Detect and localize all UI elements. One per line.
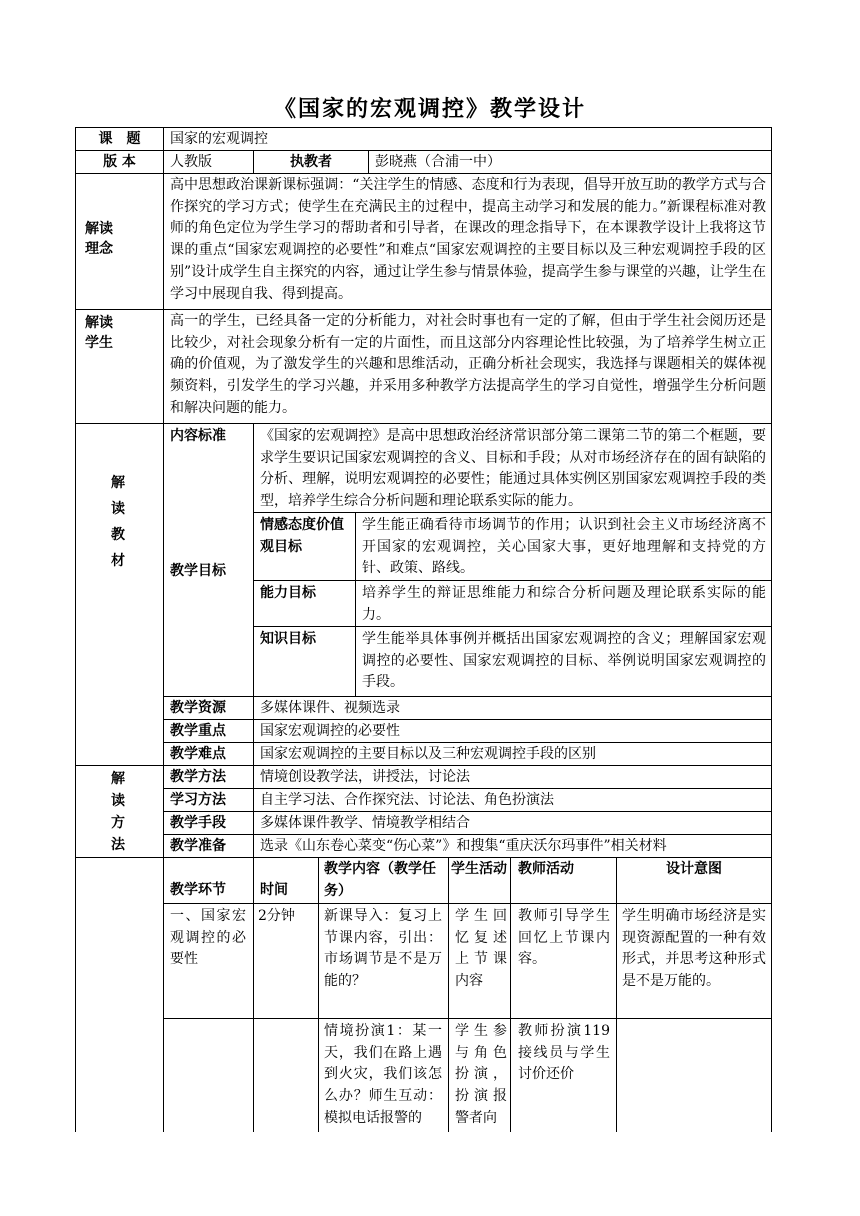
header-stage: 教学环节 (170, 882, 226, 898)
emotion-goal-text: 学生能正确看待市场调节的作用；认识到社会主义市场经济离不开国家的宏观调控，关心国家大事，更好地理解和支持党的方针、政策、路线。 (362, 517, 766, 577)
header-student: 学生活动 (451, 861, 507, 877)
edition-label: 版 本 (103, 154, 136, 170)
resources-label: 教学资源 (170, 700, 226, 716)
course-value: 国家的宏观调控 (170, 131, 268, 147)
header-content: 教学内容（教学任务） (324, 861, 436, 899)
learn-method-text: 自主学习法、合作探究法、讨论法、角色扮演法 (260, 792, 554, 808)
prep-text: 选录《山东卷心菜变“伤心菜”》和搜集“重庆沃尔玛事件”相关材料 (260, 838, 667, 854)
philosophy-text: 高中思想政治课新课标强调：“关注学生的情感、态度和行为表现，倡导开放互助的教学方式与合作探究的学习方式；使学生在充满民主的过程中，提高主动学习和发展的能力。”新课程标准对教师的角色定位为学生学习的帮助者和引导者，在课改的理念指导下，在本课教学设计上我将这节课的重点“国家宏观调控的必要性”和难点“国家宏观调控的主要目标以及三种宏观调控手段的区别”设计成学生自主探究的内容，通过让学生参与情景体验，提高学生参与课堂的兴趣，让学生在学习中展现自我、得到提高。 (170, 177, 766, 302)
philosophy-label: 解读理念 (85, 221, 113, 257)
teach-means-text: 多媒体课件教学、情境教学相结合 (260, 815, 470, 831)
teacher-label: 执教者 (290, 154, 332, 170)
content-standard-text: 《国家的宏观调控》是高中思想政治经济常识部分第二课第二节的第二个框题，要求学生要识记国家宏观调控的含义、目标和手段；从对市场经济存在的固有缺陷的分析、理解，说明宏观调控的必要性；能通过具体实例区别国家宏观调控手段的类型，培养学生综合分析问题和理论联系实际的能力。 (260, 428, 766, 510)
material-label: 解读教材 (111, 475, 125, 569)
difficulty-text: 国家宏观调控的主要目标以及三种宏观调控手段的区别 (260, 746, 596, 762)
knowledge-goal-text: 学生能举具体事例并概括出国家宏观调控的含义；理解国家宏观调控的必要性、国家宏观调控的目标、举例说明国家宏观调控的手段。 (362, 631, 766, 691)
ability-goal-text: 培养学生的辩证思维能力和综合分析问题及理论联系实际的能力。 (362, 585, 766, 623)
ability-goal-label: 能力目标 (260, 585, 316, 601)
row2-student: 学生参与角色扮演，扮演报警者向 (455, 1023, 507, 1126)
key-label: 教学重点 (170, 723, 226, 739)
teach-method-label: 教学方法 (170, 769, 226, 785)
row1-time: 2分钟 (258, 908, 295, 924)
row1-content: 新课导入：复习上节课内容，引出：市场调节是不是万能的？ (324, 908, 442, 990)
header-time: 时间 (260, 882, 288, 898)
teacher-value: 彭晓燕（合浦一中） (375, 154, 501, 170)
course-label: 课 题 (98, 131, 141, 147)
goals-label: 教学目标 (170, 563, 226, 579)
document-title: 《国家的宏观调控》教学设计 (273, 97, 586, 122)
methods-label: 解读方法 (111, 771, 125, 853)
row1-student: 学生回忆复述上节课内容 (455, 908, 507, 990)
resources-text: 多媒体课件、视频选录 (260, 700, 400, 716)
teach-method-text: 情境创设教学法，讲授法，讨论法 (260, 769, 470, 785)
content-standard-label: 内容标准 (170, 428, 226, 444)
students-label: 解读学生 (85, 315, 113, 351)
key-text: 国家宏观调控的必要性 (260, 723, 400, 739)
row2-content: 情境扮演1：某一天，我们在路上遇到火灾，我们该怎么办？师生互动：模拟电话报警的 (324, 1023, 442, 1126)
knowledge-goal-label: 知识目标 (260, 631, 316, 647)
header-intent: 设计意图 (666, 861, 722, 877)
header-teacher: 教师活动 (518, 861, 574, 877)
row1-stage: 一、国家宏观调控的必要性 (170, 908, 246, 968)
difficulty-label: 教学难点 (170, 746, 226, 762)
row1-intent: 学生明确市场经济是实现资源配置的一种有效形式，并思考这种形式是不是万能的。 (622, 908, 766, 990)
emotion-goal-label: 情感态度价值观目标 (260, 517, 344, 555)
edition-value: 人教版 (170, 154, 212, 170)
learn-method-label: 学习方法 (170, 792, 226, 808)
students-text: 高一的学生，已经具备一定的分析能力，对社会时事也有一定的了解，但由于学生社会阅历还是比较少，对社会现象分析有一定的片面性，而且这部分内容理论性比较强，为了培养学生树立正确的价值观，为了激发学生的兴趣和思维活动，正确分析社会现实，我选择与课题相关的媒体视频资料，引发学生的学习兴趣，并采用多种教学方法提高学生的学习自觉性，增强学生分析问题和解决问题的能力。 (170, 313, 766, 416)
row1-teacher: 教师引导学生回忆上节课内容。 (518, 908, 610, 968)
row2-teacher: 教师扮演119接线员与学生讨价还价 (518, 1023, 610, 1083)
teach-means-label: 教学手段 (170, 815, 226, 831)
prep-label: 教学准备 (170, 838, 226, 854)
